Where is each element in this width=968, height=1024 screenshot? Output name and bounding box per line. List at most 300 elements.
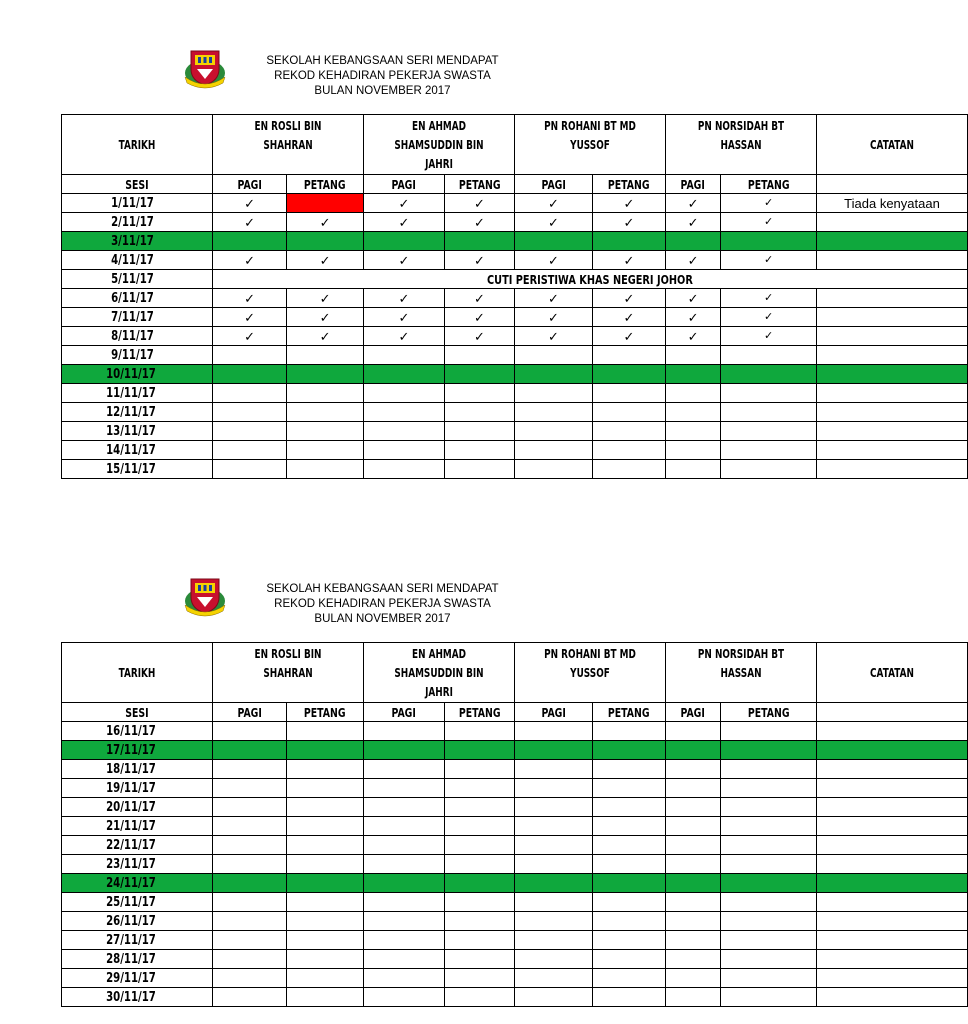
- attendance-cell: [444, 798, 514, 817]
- catatan-cell: [817, 798, 968, 817]
- catatan-blank: [817, 175, 968, 194]
- petang-label-text: PETANG: [458, 705, 501, 720]
- check-icon: ✓: [398, 253, 410, 269]
- attendance-cell: [364, 912, 445, 931]
- col-worker-1: [213, 643, 364, 703]
- school-name: SEKOLAH KEBANGSAAN SERI MENDAPAT: [266, 583, 499, 595]
- table-row: [62, 441, 968, 460]
- table-row: [62, 950, 968, 969]
- date-cell-text: 10/11/17: [106, 367, 156, 382]
- sesi-label: [62, 175, 213, 194]
- attendance-cell: [444, 950, 514, 969]
- attendance-cell: [515, 403, 593, 422]
- table-row: [62, 232, 968, 251]
- attendance-cell: [515, 817, 593, 836]
- attendance-cell: [213, 855, 287, 874]
- attendance-cell: [364, 931, 445, 950]
- pagi-label-text: PAGI: [541, 705, 566, 720]
- check-icon: ✓: [319, 253, 331, 269]
- col-tarikh-text: TARIKH: [118, 138, 156, 152]
- attendance-cell: [721, 798, 817, 817]
- date-cell: [62, 817, 213, 836]
- attendance-cell: [721, 779, 817, 798]
- attendance-cell: [444, 308, 514, 327]
- attendance-cell: [444, 912, 514, 931]
- date-cell-text: 2/11/17: [110, 215, 154, 230]
- petang-label-text: PETANG: [608, 177, 650, 192]
- attendance-cell: [287, 950, 364, 969]
- attendance-cell: [444, 722, 514, 741]
- attendance-cell: [287, 779, 364, 798]
- catatan-cell: [817, 969, 968, 988]
- table-row: [62, 836, 968, 855]
- check-icon: ✓: [398, 329, 410, 345]
- attendance-cell: [721, 836, 817, 855]
- attendance-cell: [593, 969, 666, 988]
- attendance-cell: [721, 308, 817, 327]
- attendance-cell: [666, 441, 721, 460]
- attendance-cell: [666, 384, 721, 403]
- attendance-cell: [364, 251, 445, 270]
- attendance-cell: [721, 741, 817, 760]
- attendance-cell: [287, 232, 364, 251]
- check-icon: ✓: [763, 290, 774, 304]
- pagi-label-text: PAGI: [541, 177, 566, 192]
- attendance-cell: [287, 213, 364, 232]
- attendance-cell: [593, 893, 666, 912]
- attendance-cell: [287, 346, 364, 365]
- attendance-cell: [666, 194, 721, 213]
- attendance-cell: [444, 251, 514, 270]
- attendance-cell: [721, 855, 817, 874]
- table-row: [62, 365, 968, 384]
- attendance-cell: [444, 194, 514, 213]
- check-icon: ✓: [687, 196, 699, 212]
- attendance-cell: [444, 346, 514, 365]
- col-catatan-text: CATATAN: [870, 666, 914, 680]
- pagi-label: [666, 703, 721, 722]
- attendance-cell: [364, 460, 445, 479]
- header-row: [62, 643, 968, 703]
- table-row: [62, 741, 968, 760]
- check-icon: ✓: [473, 310, 485, 326]
- attendance-cell: [444, 289, 514, 308]
- attendance-cell: [666, 893, 721, 912]
- date-cell-text: 20/11/17: [106, 800, 156, 815]
- catatan-cell: [817, 422, 968, 441]
- check-icon: ✓: [687, 215, 699, 231]
- attendance-cell: [666, 327, 721, 346]
- attendance-cell: [666, 232, 721, 251]
- date-cell-text: 30/11/17: [106, 990, 156, 1005]
- attendance-cell: [593, 798, 666, 817]
- attendance-cell: [287, 251, 364, 270]
- attendance-cell: [287, 969, 364, 988]
- catatan-cell: [817, 232, 968, 251]
- catatan-cell: [817, 460, 968, 479]
- petang-label: [444, 175, 514, 194]
- attendance-cell: [213, 817, 287, 836]
- petang-label-text: PETANG: [747, 177, 790, 192]
- attendance-cell: [721, 422, 817, 441]
- col-tarikh-text: TARIKH: [118, 666, 156, 680]
- col-tarikh: [62, 115, 213, 175]
- attendance-cell: [287, 855, 364, 874]
- attendance-cell: [444, 327, 514, 346]
- attendance-cell: [666, 950, 721, 969]
- attendance-cell: [287, 836, 364, 855]
- attendance-cell: [666, 836, 721, 855]
- attendance-cell: [213, 441, 287, 460]
- date-cell: [62, 384, 213, 403]
- check-icon: ✓: [623, 253, 635, 269]
- attendance-cell: [287, 988, 364, 1007]
- check-icon: ✓: [398, 291, 410, 307]
- col-worker-4-text: PN NORSIDAH BT HASSAN: [697, 119, 785, 152]
- attendance-cell: [515, 741, 593, 760]
- catatan-cell: [817, 741, 968, 760]
- attendance-cell: [721, 950, 817, 969]
- date-cell: [62, 779, 213, 798]
- attendance-cell: [515, 760, 593, 779]
- attendance-cell: [444, 741, 514, 760]
- pagi-label-text: PAGI: [237, 177, 262, 192]
- attendance-cell: [287, 308, 364, 327]
- attendance-cell: [515, 931, 593, 950]
- attendance-cell: [593, 251, 666, 270]
- catatan-cell: [817, 779, 968, 798]
- attendance-cell: [213, 760, 287, 779]
- petang-label-text: PETANG: [747, 705, 790, 720]
- document-header: [230, 54, 535, 99]
- date-cell: [62, 251, 213, 270]
- check-icon: ✓: [548, 253, 559, 269]
- session-row: [62, 703, 968, 722]
- date-cell: [62, 270, 213, 289]
- catatan-cell: [817, 251, 968, 270]
- col-catatan: [817, 643, 968, 703]
- table-row: [62, 912, 968, 931]
- table-row: [62, 722, 968, 741]
- attendance-cell: [444, 384, 514, 403]
- attendance-cell: [287, 722, 364, 741]
- attendance-cell: [593, 874, 666, 893]
- attendance-cell: [666, 365, 721, 384]
- attendance-cell: [364, 327, 445, 346]
- pagi-label: [213, 175, 287, 194]
- check-icon: ✓: [244, 215, 256, 231]
- attendance-cell: [364, 213, 445, 232]
- attendance-cell: [721, 346, 817, 365]
- petang-label: [287, 175, 364, 194]
- date-cell-text: 16/11/17: [106, 724, 156, 739]
- attendance-cell: [721, 893, 817, 912]
- date-cell: [62, 213, 213, 232]
- check-icon: ✓: [473, 329, 485, 345]
- attendance-cell: [213, 327, 287, 346]
- attendance-cell: [364, 308, 445, 327]
- catatan-cell: [817, 855, 968, 874]
- attendance-cell: [666, 722, 721, 741]
- attendance-cell: [515, 798, 593, 817]
- attendance-cell: [515, 289, 593, 308]
- attendance-cell: [364, 969, 445, 988]
- attendance-cell: [721, 194, 817, 213]
- catatan-cell: [817, 346, 968, 365]
- attendance-cell: [364, 836, 445, 855]
- attendance-cell: [515, 327, 593, 346]
- table-row: [62, 422, 968, 441]
- petang-label: [593, 703, 666, 722]
- pagi-label-text: PAGI: [680, 705, 706, 720]
- attendance-cell: [213, 874, 287, 893]
- col-catatan-text: CATATAN: [870, 138, 914, 152]
- attendance-cell: [666, 798, 721, 817]
- record-title: REKOD KEHADIRAN PEKERJA SWASTA: [274, 70, 491, 82]
- attendance-cell: [364, 232, 445, 251]
- date-cell: [62, 365, 213, 384]
- attendance-cell: [444, 988, 514, 1007]
- date-cell: [62, 760, 213, 779]
- attendance-cell: [666, 346, 721, 365]
- date-cell-text: 8/11/17: [110, 329, 154, 344]
- sesi-label-text: SESI: [125, 705, 149, 720]
- attendance-cell: [666, 422, 721, 441]
- attendance-cell: [515, 722, 593, 741]
- attendance-cell: [213, 893, 287, 912]
- catatan-cell: [817, 950, 968, 969]
- attendance-cell: [593, 855, 666, 874]
- catatan-cell: [817, 194, 968, 213]
- attendance-cell: [515, 855, 593, 874]
- catatan-cell: [817, 874, 968, 893]
- attendance-cell: [593, 327, 666, 346]
- check-icon: ✓: [548, 291, 559, 307]
- date-cell: [62, 232, 213, 251]
- attendance-cell: [444, 874, 514, 893]
- attendance-cell: [721, 460, 817, 479]
- date-cell-text: 26/11/17: [106, 914, 156, 929]
- attendance-cell: [213, 988, 287, 1007]
- table-row: [62, 893, 968, 912]
- check-icon: ✓: [319, 215, 331, 231]
- table-row: [62, 779, 968, 798]
- date-cell-text: 11/11/17: [106, 386, 156, 401]
- check-icon: ✓: [244, 310, 256, 326]
- attendance-cell: [444, 855, 514, 874]
- attendance-cell: [593, 308, 666, 327]
- date-cell-text: 14/11/17: [106, 443, 156, 458]
- col-worker-1: [213, 115, 364, 175]
- attendance-cell: [364, 798, 445, 817]
- date-cell-text: 15/11/17: [106, 462, 156, 477]
- check-icon: ✓: [244, 329, 256, 345]
- sesi-label: [62, 703, 213, 722]
- attendance-cell: [444, 365, 514, 384]
- attendance-cell: [287, 327, 364, 346]
- attendance-cell: [593, 422, 666, 441]
- attendance-cell: [721, 327, 817, 346]
- col-worker-2-text: EN AHMAD SHAMSUDDIN BIN JAHRI: [394, 647, 484, 699]
- date-cell: [62, 912, 213, 931]
- attendance-cell: [593, 346, 666, 365]
- attendance-cell: [721, 931, 817, 950]
- date-cell: [62, 289, 213, 308]
- attendance-cell: [287, 441, 364, 460]
- date-cell: [62, 988, 213, 1007]
- check-icon: ✓: [763, 252, 774, 266]
- attendance-cell: [593, 836, 666, 855]
- attendance-cell: [593, 988, 666, 1007]
- check-icon: ✓: [763, 195, 774, 209]
- attendance-cell: [593, 460, 666, 479]
- attendance-cell: [287, 460, 364, 479]
- check-icon: ✓: [473, 291, 485, 307]
- date-cell-text: 22/11/17: [106, 838, 156, 853]
- attendance-cell: [666, 760, 721, 779]
- attendance-cell: [515, 232, 593, 251]
- attendance-cell: [364, 289, 445, 308]
- document-header: [230, 582, 535, 627]
- date-cell-text: 18/11/17: [106, 762, 156, 777]
- petang-label-text: PETANG: [608, 705, 650, 720]
- date-cell: [62, 308, 213, 327]
- attendance-cell: [364, 194, 445, 213]
- attendance-cell: [213, 251, 287, 270]
- attendance-cell: [666, 251, 721, 270]
- table-row: [62, 270, 968, 289]
- attendance-cell: [213, 969, 287, 988]
- check-icon: ✓: [623, 291, 635, 307]
- check-icon: ✓: [398, 196, 410, 212]
- attendance-cell: [666, 213, 721, 232]
- check-icon: ✓: [398, 310, 410, 326]
- table-row: [62, 931, 968, 950]
- table-row: [62, 855, 968, 874]
- attendance-cell: [666, 460, 721, 479]
- check-icon: ✓: [319, 291, 331, 307]
- petang-label-text: PETANG: [458, 177, 501, 192]
- catatan-cell: [817, 403, 968, 422]
- absent-cell: [287, 194, 364, 213]
- attendance-cell: [287, 365, 364, 384]
- attendance-cell: [515, 346, 593, 365]
- session-row: [62, 175, 968, 194]
- attendance-cell: [444, 422, 514, 441]
- petang-label-text: PETANG: [304, 705, 346, 720]
- check-icon: ✓: [687, 310, 699, 326]
- petang-label: [444, 703, 514, 722]
- petang-label: [593, 175, 666, 194]
- attendance-cell: [444, 441, 514, 460]
- col-worker-2-text: EN AHMAD SHAMSUDDIN BIN JAHRI: [394, 119, 484, 171]
- attendance-cell: [593, 912, 666, 931]
- attendance-cell: [444, 893, 514, 912]
- check-icon: ✓: [548, 196, 559, 212]
- attendance-cell: [213, 194, 287, 213]
- attendance-cell: [364, 441, 445, 460]
- attendance-cell: [593, 384, 666, 403]
- table-row: [62, 213, 968, 232]
- attendance-cell: [287, 798, 364, 817]
- attendance-cell: [666, 931, 721, 950]
- attendance-cell: [287, 289, 364, 308]
- pagi-label: [515, 703, 593, 722]
- attendance-cell: [213, 308, 287, 327]
- attendance-cell: [721, 874, 817, 893]
- attendance-cell: [721, 722, 817, 741]
- date-cell-text: 27/11/17: [106, 933, 156, 948]
- attendance-cell: [444, 403, 514, 422]
- attendance-cell: [721, 232, 817, 251]
- table-row: [62, 988, 968, 1007]
- attendance-cell: [364, 817, 445, 836]
- attendance-cell: [593, 950, 666, 969]
- school-crest-logo: [183, 47, 227, 89]
- attendance-cell: [593, 289, 666, 308]
- attendance-cell: [287, 931, 364, 950]
- date-cell: [62, 403, 213, 422]
- attendance-cell: [364, 760, 445, 779]
- date-cell-text: 9/11/17: [110, 348, 154, 363]
- school-crest-logo: [183, 575, 227, 617]
- catatan-cell: [817, 931, 968, 950]
- attendance-cell: [593, 232, 666, 251]
- header-row: [62, 115, 968, 175]
- attendance-cell: [213, 741, 287, 760]
- pagi-label: [515, 175, 593, 194]
- check-icon: ✓: [244, 253, 256, 269]
- date-cell: [62, 855, 213, 874]
- attendance-cell: [444, 931, 514, 950]
- attendance-cell: [593, 779, 666, 798]
- attendance-cell: [666, 779, 721, 798]
- attendance-cell: [721, 760, 817, 779]
- check-icon: ✓: [763, 328, 774, 342]
- table-row: [62, 874, 968, 893]
- catatan-cell: [817, 893, 968, 912]
- attendance-cell: [721, 289, 817, 308]
- petang-label: [721, 175, 817, 194]
- attendance-cell: [213, 403, 287, 422]
- attendance-cell: [593, 741, 666, 760]
- catatan-blank: [817, 703, 968, 722]
- attendance-cell: [721, 213, 817, 232]
- petang-label-text: PETANG: [304, 177, 346, 192]
- check-icon: ✓: [687, 253, 699, 269]
- attendance-cell: [721, 365, 817, 384]
- attendance-cell: [364, 384, 445, 403]
- date-cell: [62, 722, 213, 741]
- attendance-cell: [593, 365, 666, 384]
- attendance-cell: [515, 950, 593, 969]
- attendance-cell: [213, 422, 287, 441]
- attendance-cell: [666, 988, 721, 1007]
- check-icon: ✓: [548, 329, 559, 345]
- attendance-cell: [593, 817, 666, 836]
- table-row: [62, 346, 968, 365]
- attendance-cell: [666, 874, 721, 893]
- date-cell-text: 28/11/17: [106, 952, 156, 967]
- attendance-cell: [287, 817, 364, 836]
- attendance-cell: [287, 893, 364, 912]
- attendance-cell: [364, 874, 445, 893]
- attendance-cell: [364, 365, 445, 384]
- attendance-cell: [666, 289, 721, 308]
- date-cell-text: 5/11/17: [110, 272, 154, 287]
- attendance-cell: [515, 308, 593, 327]
- date-cell: [62, 931, 213, 950]
